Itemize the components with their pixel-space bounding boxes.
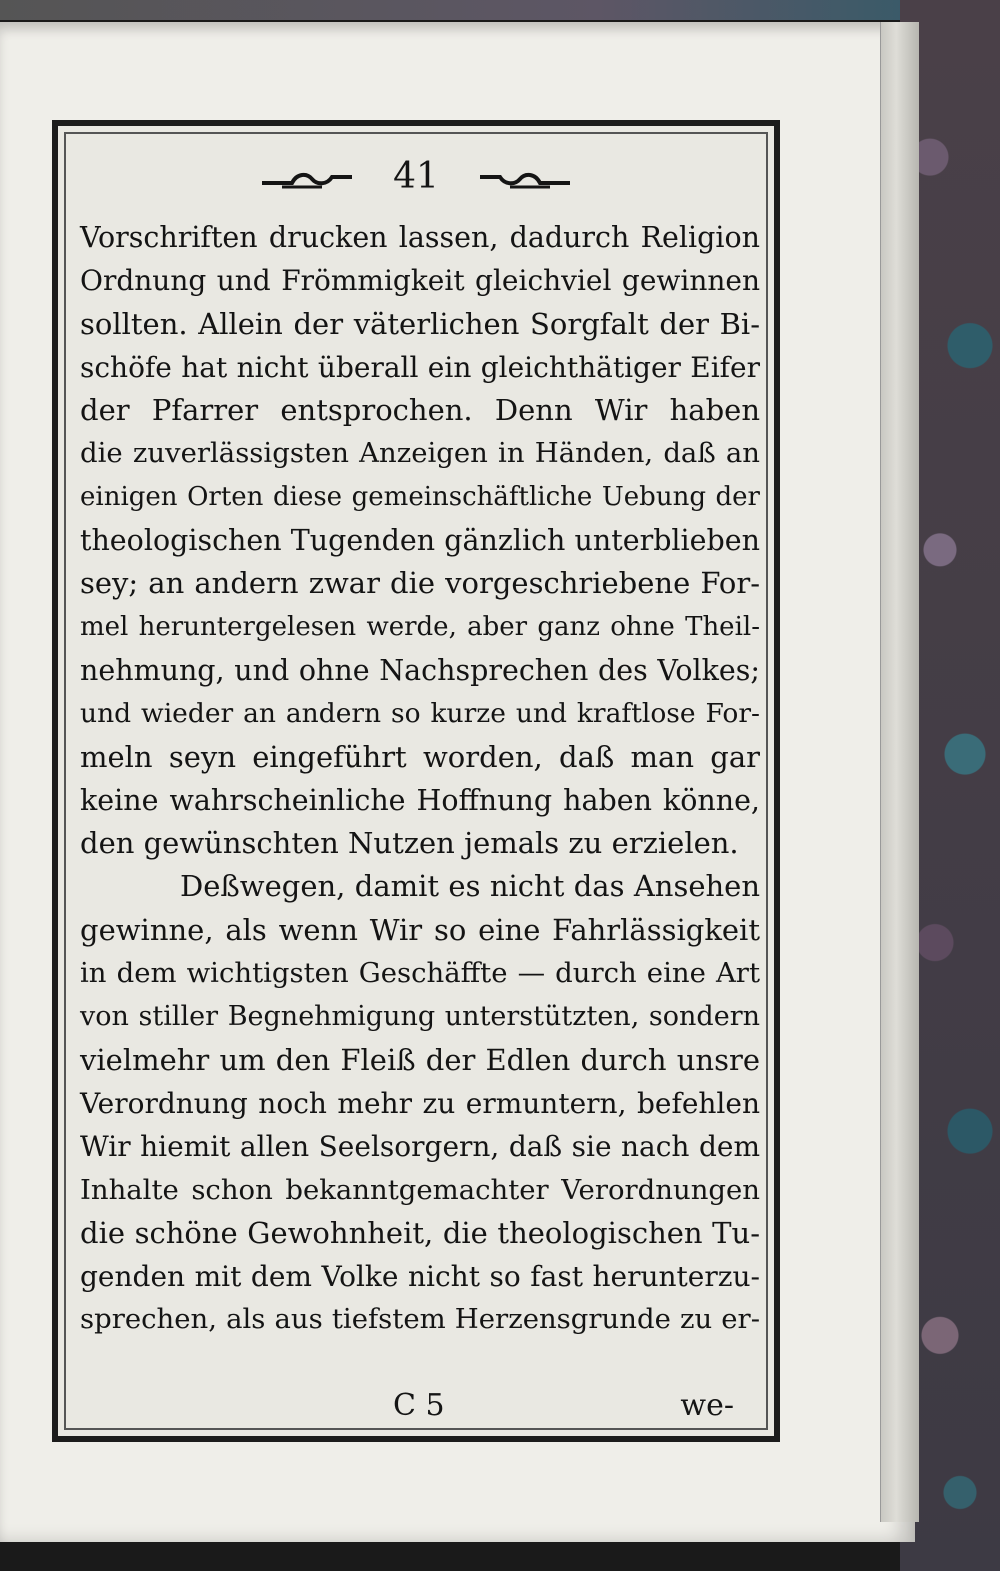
- text-line: genden mit dem Volke nicht so fast herunterzu-: [80, 1260, 760, 1294]
- text-line: von stiller Begnehmigung unterstützten, sondern: [80, 1001, 760, 1033]
- text-line: gewinne, als wenn Wir so eine Fahrlässigkeit: [80, 912, 760, 947]
- text-line: nehmung, und ohne Nachsprechen des Volkes;: [80, 653, 760, 687]
- catchword: we-: [680, 1388, 734, 1423]
- text-line: vielmehr um den Fleiß der Edlen durch unsre: [80, 1042, 760, 1077]
- page-number: 41: [393, 156, 439, 197]
- text-line: sprechen, als aus tiefstem Herzensgrunde zu er-: [80, 1303, 760, 1336]
- text-line: sollten. Allein der väterlichen Sorgfalt der Bi-: [80, 306, 760, 341]
- left-ornament-icon: [262, 169, 352, 189]
- page-stack-edge: [880, 22, 919, 1522]
- text-line: die schöne Gewohnheit, die theologischen Tu-: [80, 1215, 760, 1250]
- text-line: Vorschriften drucken lassen, dadurch Religion: [80, 221, 760, 254]
- text-line: keine wahrscheinliche Hoffnung haben könne,: [80, 783, 760, 817]
- text-frame: [52, 120, 780, 1442]
- text-line: Deßwegen, damit es nicht das Ansehen: [180, 869, 760, 904]
- text-line: und wieder an andern so kurze und kraftlose For-: [80, 698, 760, 730]
- page-header: [58, 156, 774, 197]
- book-top-edge: [0, 0, 1000, 20]
- text-line: theologischen Tugenden gänzlich unterblieben: [80, 524, 760, 558]
- body-text: [80, 216, 760, 1342]
- text-line: Wir hiemit allen Seelsorgern, daß sie nach dem: [80, 1130, 760, 1164]
- signature-mark: C 5: [393, 1388, 445, 1423]
- text-line: Verordnung noch mehr zu ermuntern, befehlen: [80, 1086, 760, 1120]
- text-line: mel heruntergelesen werde, aber ganz ohne Theil-: [80, 611, 760, 642]
- text-line: der Pfarrer entsprochen. Denn Wir haben: [80, 393, 760, 428]
- text-line: meln seyn eingeführt worden, daß man gar: [80, 739, 760, 774]
- text-line: in dem wichtigsten Geschäffte — durch eine Art: [80, 957, 760, 990]
- right-ornament-icon: [480, 169, 570, 189]
- text-line: sey; an andern zwar die vorgeschriebene For-: [80, 566, 760, 601]
- text-line: Ordnung und Frömmigkeit gleichviel gewinnen: [80, 264, 760, 298]
- text-line: Inhalte schon bekanntgemachter Verordnungen: [80, 1173, 760, 1206]
- text-line: einigen Orten diese gemeinschäftliche Uebung der: [80, 481, 760, 512]
- page-footer: [58, 1388, 774, 1428]
- text-line: die zuverlässigsten Anzeigen in Händen, daß an: [80, 437, 760, 470]
- text-line: den gewünschten Nutzen jemals zu erzielen.: [80, 826, 739, 861]
- text-line: schöfe hat nicht überall ein gleichthätiger Eifer: [80, 350, 760, 384]
